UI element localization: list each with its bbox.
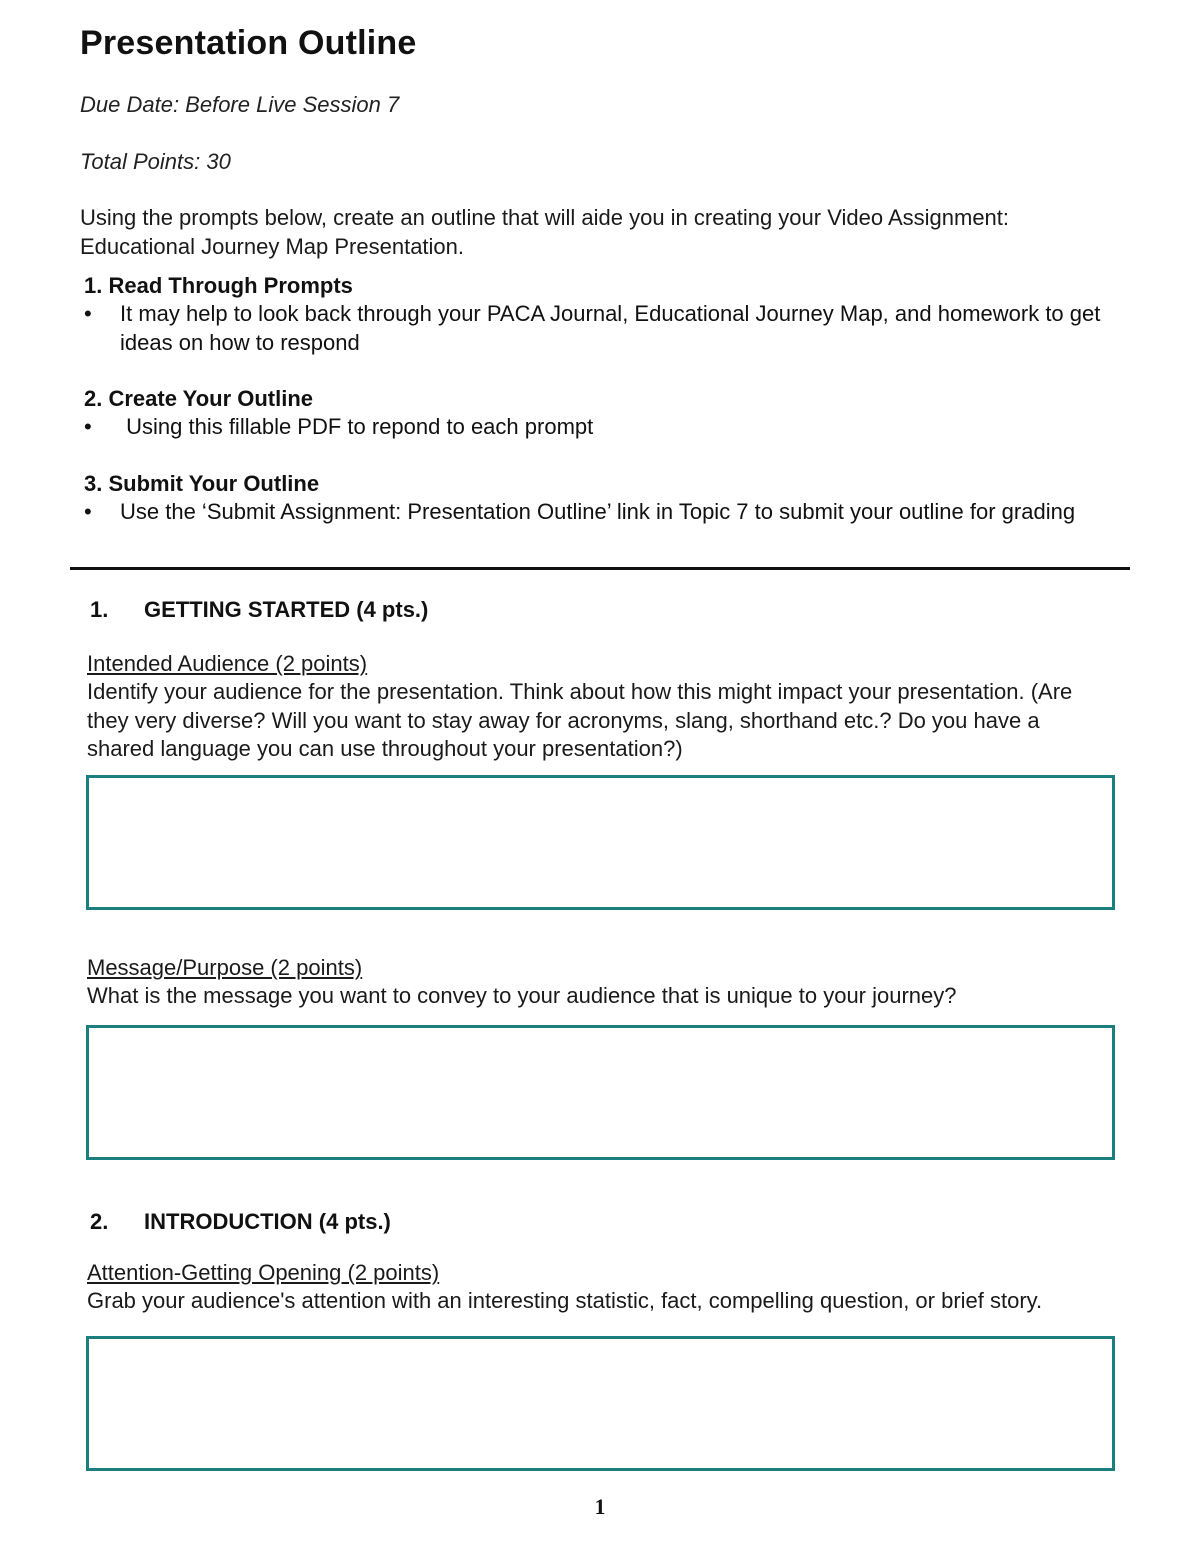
message-purpose-field[interactable] [86, 1025, 1115, 1160]
section-1-number: 1. [90, 597, 109, 622]
intended-audience-label: Intended Audience (2 points) [87, 651, 368, 676]
intended-audience-prompt: Identify your audience for the presentation. Think about how this might impact your presentation. (Are they very diverse? Will you want to stay away for acronyms, slang, shorthand etc.? Do you have a shared language you can use throughout your presentation?) [87, 679, 1073, 761]
step-3-title: 3. Submit Your Outline [84, 471, 320, 496]
step-1-bullet-text: It may help to look back through your PACA Journal, Educational Journey Map, and homework to get ideas on how to respond [120, 301, 1101, 355]
bullet-glyph: • [84, 499, 92, 524]
intended-audience-field[interactable] [86, 775, 1115, 910]
step-2-bullet-text: Using this fillable PDF to repond to each prompt [120, 414, 594, 439]
intro-paragraph: Using the prompts below, create an outline that will aide you in creating your Video Assignment: Educational Journey Map Presentation. [80, 205, 1010, 259]
step-2-title: 2. Create Your Outline [84, 386, 314, 411]
step-2-bullet [84, 413, 1114, 442]
message-purpose-prompt: What is the message you want to convey to your audience that is unique to your journey? [87, 983, 957, 1008]
total-points: Total Points: 30 [80, 149, 231, 174]
step-1-title: 1. Read Through Prompts [84, 273, 353, 298]
section-1-heading [90, 597, 428, 623]
bullet-glyph: • [84, 301, 92, 326]
section-1-title: GETTING STARTED (4 pts.) [144, 597, 429, 622]
bullet-glyph: • [84, 414, 92, 439]
attention-opening-prompt: Grab your audience's attention with an interesting statistic, fact, compelling question, or brief story. [87, 1288, 1043, 1313]
section-2-heading [90, 1209, 391, 1235]
section-divider [70, 567, 1130, 570]
page-title: Presentation Outline [80, 24, 417, 62]
section-2-title: INTRODUCTION (4 pts.) [144, 1209, 391, 1234]
message-purpose-label: Message/Purpose (2 points) [87, 955, 363, 980]
step-3-bullet [84, 498, 1094, 527]
step-3-bullet-text: Use the ‘Submit Assignment: Presentation Outline’ link in Topic 7 to submit your outline for grading [120, 499, 1076, 524]
due-date: Due Date: Before Live Session 7 [80, 92, 400, 117]
page-number: 1 [594, 1494, 606, 1519]
attention-opening-label: Attention-Getting Opening (2 points) [87, 1260, 440, 1285]
section-2-number: 2. [90, 1209, 109, 1234]
attention-opening-field[interactable] [86, 1336, 1115, 1471]
step-1-bullet [84, 300, 1114, 357]
